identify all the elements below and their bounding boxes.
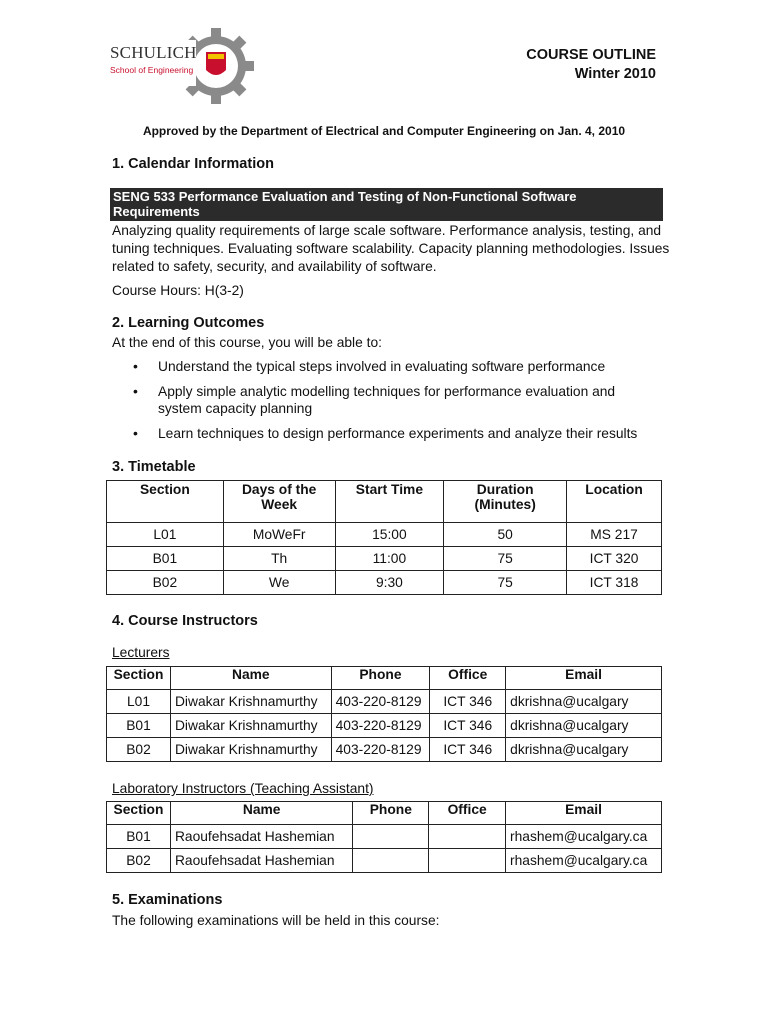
document-title: COURSE OUTLINE [526, 47, 656, 63]
column-header: Name [170, 802, 352, 825]
table-cell: B02 [107, 571, 224, 595]
table-cell: MoWeFr [223, 523, 335, 547]
table-cell: 403-220-8129 [331, 714, 430, 738]
table-row [107, 523, 662, 547]
table-cell [353, 825, 429, 849]
table-cell: Raoufehsadat Hashemian [170, 849, 352, 873]
table-cell [429, 825, 506, 849]
table-cell [429, 849, 506, 873]
section-heading-instructors: 4. Course Instructors [112, 613, 258, 629]
table-cell: 9:30 [335, 571, 444, 595]
table-cell: L01 [107, 690, 171, 714]
table-cell: Diwakar Krishnamurthy [170, 714, 331, 738]
table-cell: 11:00 [335, 547, 444, 571]
table-row [107, 547, 662, 571]
lecturers-label: Lecturers [112, 645, 170, 660]
table-cell: ICT 346 [430, 714, 506, 738]
column-header: Office [430, 667, 506, 690]
table-cell: dkrishna@ucalgary [506, 714, 662, 738]
column-header: Section [107, 481, 224, 523]
table-cell: ICT 346 [430, 690, 506, 714]
column-header: Section [107, 802, 171, 825]
list-item-text: Apply simple analytic modelling techniques for performance evaluation and system capacity planning [158, 384, 616, 416]
column-header: Office [429, 802, 506, 825]
list-item [112, 383, 652, 417]
section-heading-timetable: 3. Timetable [112, 459, 196, 475]
column-header: Section [107, 667, 171, 690]
table-cell: Th [223, 547, 335, 571]
table-cell: B02 [107, 738, 171, 762]
column-header: Duration (Minutes) [444, 481, 567, 523]
table-cell: ICT 346 [430, 738, 506, 762]
column-header: Email [506, 667, 662, 690]
approval-statement: Approved by the Department of Electrical and Computer Engineering on Jan. 4, 2010 [142, 124, 626, 138]
table-row [107, 825, 662, 849]
table-cell: 50 [444, 523, 567, 547]
bullet-icon: • [133, 425, 138, 441]
logo-wordmark: SCHULICH [110, 43, 197, 62]
course-hours: Course Hours: H(3-2) [112, 283, 244, 298]
table-cell: ICT 320 [567, 547, 662, 571]
table-cell [353, 849, 429, 873]
table-cell: We [223, 571, 335, 595]
table-cell: ICT 318 [567, 571, 662, 595]
table-cell: 15:00 [335, 523, 444, 547]
list-item-text: Learn techniques to design performance experiments and analyze their results [158, 426, 638, 441]
section-heading-exams: 5. Examinations [112, 892, 223, 908]
table-cell: L01 [107, 523, 224, 547]
column-header: Phone [353, 802, 429, 825]
document-header [526, 46, 656, 84]
table-row [107, 690, 662, 714]
table-cell: MS 217 [567, 523, 662, 547]
table-cell: rhashem@ucalgary.ca [506, 849, 662, 873]
table-cell: Diwakar Krishnamurthy [170, 690, 331, 714]
table-cell: B01 [107, 547, 224, 571]
schulich-logo [104, 26, 254, 106]
table-row [107, 849, 662, 873]
lab-instructors-label: Laboratory Instructors (Teaching Assistant) [112, 781, 374, 796]
table-header-row [107, 802, 662, 825]
bullet-icon: • [133, 383, 138, 399]
table-row [107, 738, 662, 762]
table-cell: Raoufehsadat Hashemian [170, 825, 352, 849]
section-heading-calendar: 1. Calendar Information [112, 156, 274, 172]
lecturers-table [106, 666, 662, 762]
section-heading-outcomes: 2. Learning Outcomes [112, 315, 265, 331]
table-cell: 75 [444, 547, 567, 571]
table-cell: B01 [107, 825, 171, 849]
table-header-row [107, 481, 662, 523]
course-title-bar: SENG 533 Performance Evaluation and Testing of Non-Functional Software Requirements [110, 188, 663, 221]
outcomes-intro: At the end of this course, you will be able to: [112, 335, 382, 350]
column-header: Start Time [335, 481, 444, 523]
table-row [107, 571, 662, 595]
table-cell: dkrishna@ucalgary [506, 690, 662, 714]
table-row [107, 714, 662, 738]
table-cell: B02 [107, 849, 171, 873]
column-header: Name [170, 667, 331, 690]
course-description: Analyzing quality requirements of large scale software. Performance analysis, testing, and tuning techniques. Evaluating software scalability. Capacity planning methodologies. Issues related to safety, security, and availability of software. [112, 223, 670, 274]
lab-instructors-table [106, 801, 662, 873]
table-header-row [107, 667, 662, 690]
column-header: Phone [331, 667, 430, 690]
table-cell: 403-220-8129 [331, 738, 430, 762]
list-item [112, 358, 652, 375]
bullet-icon: • [133, 358, 138, 374]
column-header: Location [567, 481, 662, 523]
column-header: Email [506, 802, 662, 825]
exams-intro: The following examinations will be held in this course: [112, 913, 440, 928]
table-cell: rhashem@ucalgary.ca [506, 825, 662, 849]
table-cell: dkrishna@ucalgary [506, 738, 662, 762]
table-cell: B01 [107, 714, 171, 738]
list-item-text: Understand the typical steps involved in evaluating software performance [158, 359, 606, 374]
logo-subtitle: School of Engineering [110, 65, 194, 75]
list-item [112, 425, 652, 442]
table-cell: 75 [444, 571, 567, 595]
table-cell: 403-220-8129 [331, 690, 430, 714]
timetable-table [106, 480, 662, 595]
table-cell: Diwakar Krishnamurthy [170, 738, 331, 762]
column-header: Days of the Week [223, 481, 335, 523]
document-term: Winter 2010 [574, 66, 656, 82]
outcomes-list [112, 358, 652, 450]
